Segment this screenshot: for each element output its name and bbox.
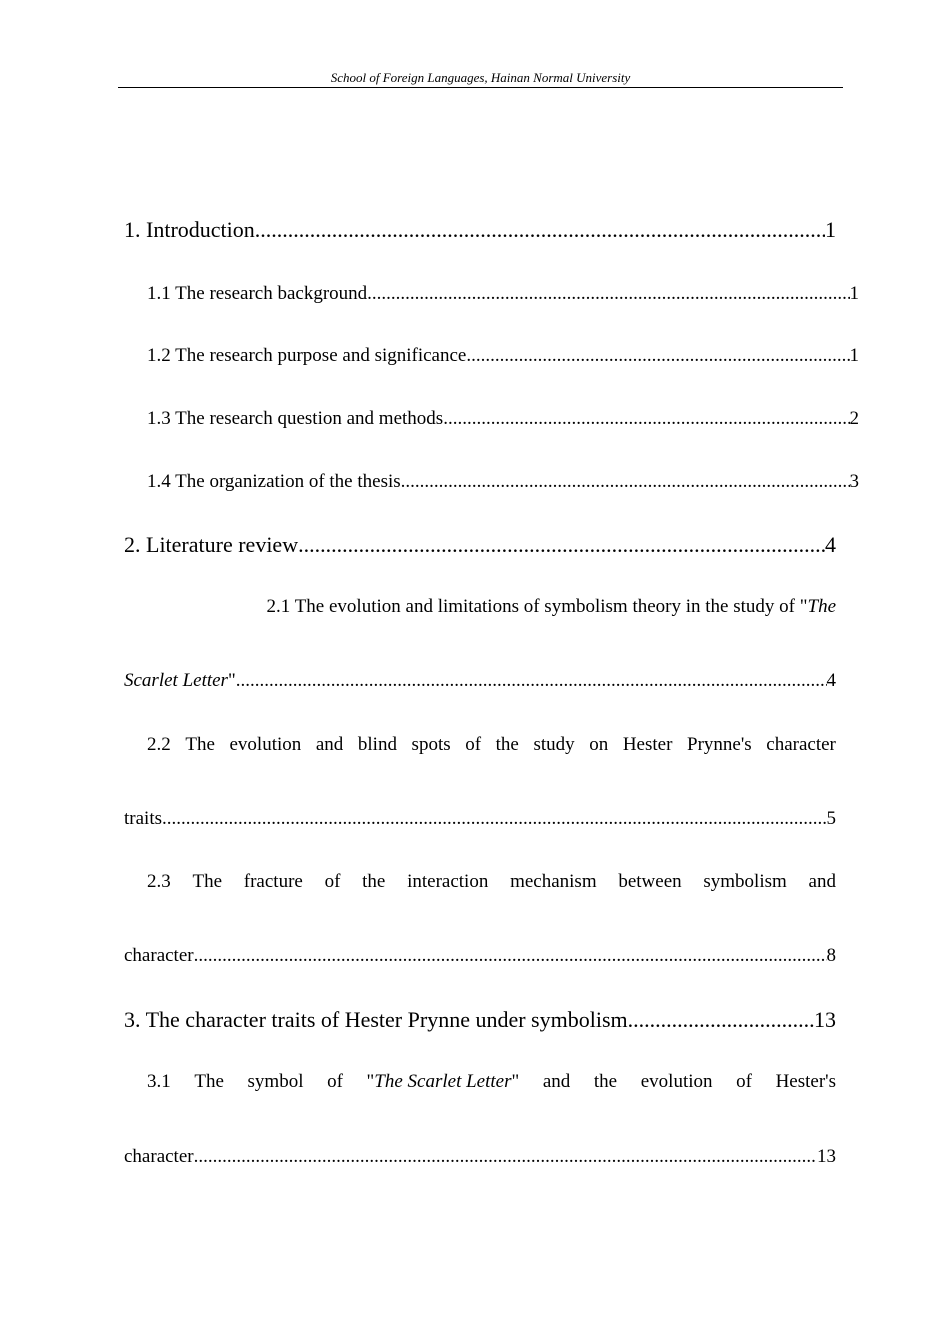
toc-word: evolution [229, 734, 302, 755]
toc-word: the [593, 1071, 618, 1092]
dot-leader [401, 471, 850, 493]
toc-page-number: 5 [826, 808, 836, 829]
toc-word: interaction [407, 871, 489, 892]
toc-entry-title: 1.3 The research question and methods [147, 408, 444, 429]
toc-entry-title: 1.2 The research purpose and significance [147, 345, 467, 366]
toc-entry-2-2-line2[interactable] [124, 808, 836, 830]
toc-entry-3[interactable] [124, 1007, 836, 1033]
dot-leader [162, 808, 827, 830]
toc-entry-3-1-line2[interactable] [124, 1146, 836, 1168]
toc-page-number: 4 [826, 670, 836, 691]
toc-word: of [736, 1071, 752, 1092]
dot-leader [628, 1007, 814, 1033]
dot-leader [367, 283, 849, 305]
toc-entry-title-italic: The Scarlet Letter [374, 1071, 512, 1092]
running-header: School of Foreign Languages, Hainan Normal University [330, 70, 631, 85]
toc-page-number: 13 [817, 1146, 836, 1167]
toc-word: on [589, 734, 609, 755]
dot-leader [443, 408, 849, 430]
toc-word: Hester's [775, 1071, 836, 1092]
toc-entry-2-1-line1[interactable] [147, 596, 836, 618]
toc-word: Hester [622, 734, 673, 755]
toc-quoted-title: "The Scarlet Letter" [366, 1071, 520, 1092]
toc-word: 2.3 [147, 871, 171, 892]
toc-word: symbolism [703, 871, 787, 892]
dot-leader [236, 670, 827, 692]
toc-word: character [766, 734, 836, 755]
toc-entry-title: 1. Introduction [124, 217, 255, 242]
toc-entry-title-italic: Scarlet Letter [124, 670, 228, 691]
toc-entry-title: 3. The character traits of Hester Prynne under symbolism [124, 1007, 628, 1032]
toc-entry-title: traits [124, 808, 162, 829]
toc-entry-3-1-line1[interactable] [147, 1071, 836, 1093]
toc-entry-2[interactable] [124, 532, 836, 558]
dot-leader [466, 345, 849, 367]
toc-entry-title: " [227, 670, 236, 691]
dot-leader [255, 217, 825, 243]
toc-word: the [362, 871, 386, 892]
toc-word: 2.2 [147, 734, 171, 755]
toc-page-number: 1 [825, 217, 836, 242]
toc-entry-title: character [124, 945, 194, 966]
toc-entry-1[interactable] [124, 217, 836, 243]
toc-entry-2-3-line1[interactable] [147, 871, 836, 893]
toc-word: evolution [640, 1071, 713, 1092]
dot-leader [194, 945, 827, 967]
toc-page-number: 13 [814, 1007, 836, 1032]
toc-entry-1-2[interactable] [124, 345, 859, 367]
toc-entry-title-italic: The [807, 596, 836, 617]
toc-entry-2-1-line2[interactable] [124, 670, 836, 692]
toc-word: of [324, 871, 341, 892]
toc-word: and [542, 1071, 571, 1092]
toc-word: fracture [243, 871, 303, 892]
toc-page-number: 3 [849, 471, 859, 492]
toc-word: spots [411, 734, 451, 755]
dot-leader [298, 532, 825, 558]
toc-word: Prynne's [687, 734, 752, 755]
toc-entry-1-4[interactable] [124, 471, 859, 493]
toc-entry-1-1[interactable] [124, 283, 859, 305]
toc-entry-2-3-line2[interactable] [124, 945, 836, 967]
toc-word: and [315, 734, 344, 755]
toc-word: 3.1 [147, 1071, 171, 1092]
toc-entry-title: 1.4 The organization of the thesis [147, 471, 401, 492]
toc-word: The [185, 734, 215, 755]
toc-word: The [194, 1071, 224, 1092]
toc-page-number: 1 [849, 283, 859, 304]
toc-entry-title: 2.1 The evolution and limitations of symbolism theory in the study of " [266, 596, 808, 617]
toc-page-number: 8 [826, 945, 836, 966]
toc-entry-title: character [124, 1146, 194, 1167]
toc-word: the [495, 734, 519, 755]
toc-word: between [618, 871, 682, 892]
toc-entry-title: 2. Literature review [124, 532, 299, 557]
toc-word: and [808, 871, 836, 892]
toc-word: The [192, 871, 223, 892]
toc-entry-2-2-line1[interactable] [147, 734, 836, 756]
toc-page-number: 1 [849, 345, 859, 366]
toc-word: symbol [247, 1071, 304, 1092]
header-rule [118, 87, 843, 88]
toc-word: study [533, 734, 575, 755]
toc-word: of [327, 1071, 343, 1092]
toc-word: blind [357, 734, 397, 755]
toc-entry-1-3[interactable] [124, 408, 859, 430]
toc-word: of [465, 734, 482, 755]
toc-page-number: 4 [825, 532, 836, 557]
toc-page-number: 2 [849, 408, 859, 429]
toc-entry-title: 1.1 The research background [147, 283, 368, 304]
dot-leader [194, 1146, 817, 1168]
toc-word: mechanism [510, 871, 597, 892]
